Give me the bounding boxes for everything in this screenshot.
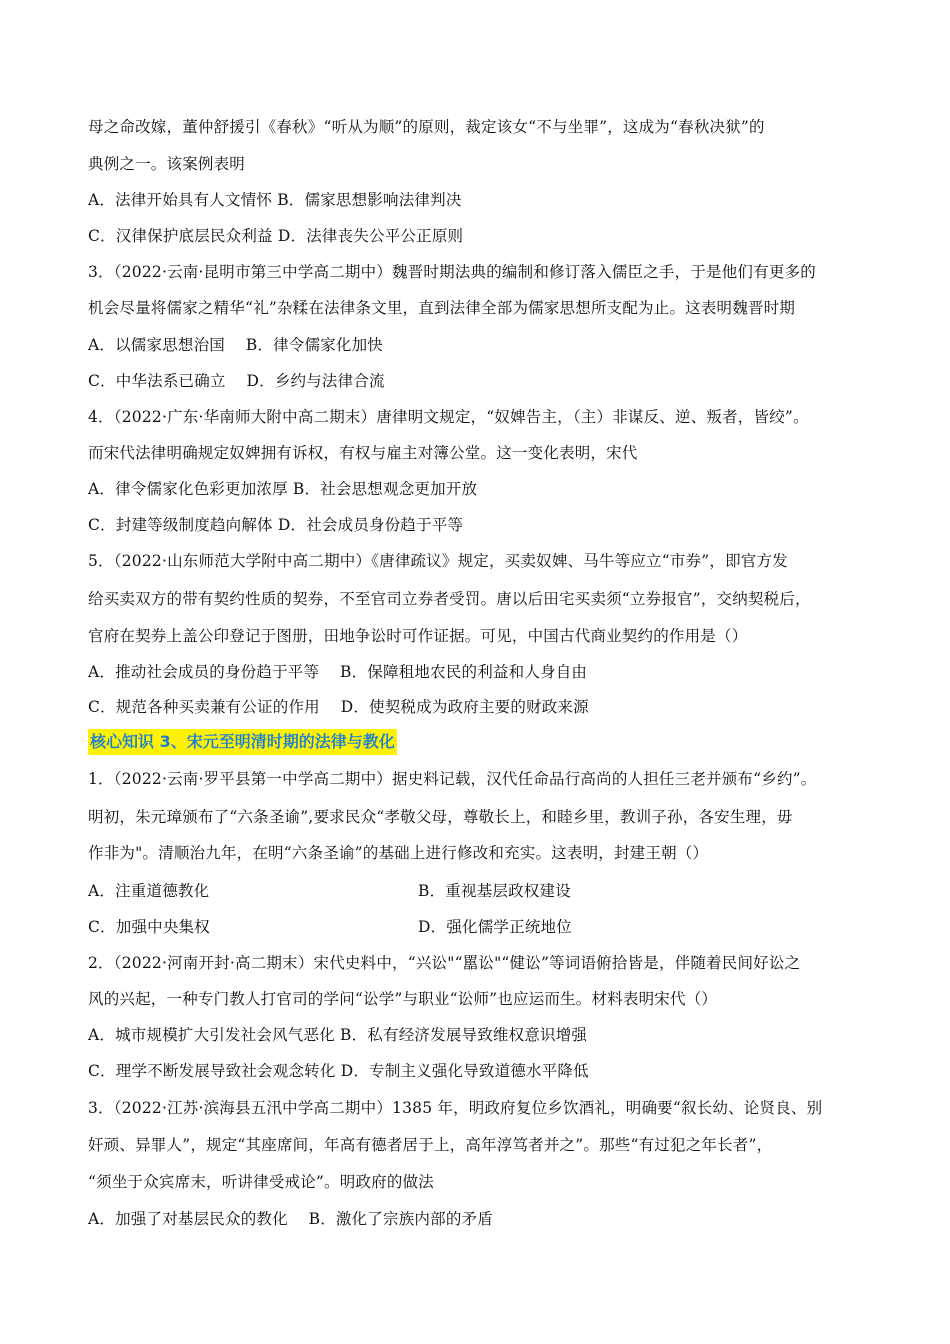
answer-options-cd: C．汉律保护底层民众利益 D．法律丧失公平公正原则 [88,227,464,245]
answer-options-cd: C．理学不断发展导致社会观念转化 D．专制主义强化导致道德水平降低 [88,1062,589,1080]
answer-options-ab: A．城市规模扩大引发社会风气恶化 B．私有经济发展导致维权意识增强 [88,1026,588,1044]
answer-options-ab: A．加强了对基层民众的教化 B．激化了宗族内部的矛盾 [88,1210,493,1228]
answer-options-cd: C．中华法系已确立 D．乡约与法律合流 [88,372,385,390]
question-text-line: 机会尽量将儒家之精华“礼”杂糅在法律条文里，直到法律全部为儒家思想所支配为止。这表明魏晋时期 [88,299,796,317]
answer-options-cd: C．规范各种买卖兼有公证的作用 D．使契税成为政府主要的财政来源 [88,698,589,716]
question-text-line: 奸顽、异罪人”，规定“其座席间，年高有德者居于上，高年淳笃者并之”。那些“有过犯之年长者”， [88,1136,773,1154]
question-text-line: 典例之一。该案例表明 [88,155,246,173]
answer-option-b: B．重视基层政权建设 [418,882,571,900]
answer-option-a: A．注重道德教化 [88,882,210,900]
question-text-line: 3．（2022·江苏·滨海县五汛中学高二期中）1385 年，明政府复位乡饮酒礼，明确要“叙长幼、论贤良、别 [88,1099,823,1117]
answer-options-ab: A．以儒家思想治国 B．律令儒家化加快 [88,336,384,354]
answer-options-ab: A．推动社会成员的身份趋于平等 B．保障租地农民的利益和人身自由 [88,663,588,681]
question-text-line: 风的兴起，一种专门教人打官司的学问“讼学”与职业“讼师”也应运而生。材料表明宋代（） [88,990,718,1008]
question-text-line: 1．（2022·云南·罗平县第一中学高二期中）据史料记载，汉代任命品行高尚的人担任三老并颁布“乡约”。 [88,770,817,788]
question-text-line: 3．（2022·云南·昆明市第三中学高二期中）魏晋时期法典的编制和修订落入儒臣之手，于是他们有更多的 [88,263,816,281]
question-text-line: 4．（2022·广东·华南师大附中高二期末）唐律明文规定，“奴婢告主，（主）非谋反、逆、叛者，皆绞”。 [88,408,809,426]
question-text-line: 明初，朱元璋颁布了“六条圣谕”,要求民众“孝敬父母，尊敬长上，和睦乡里，教训子孙，各安生理，毋 [88,808,793,826]
question-text-line: 而宋代法律明确规定奴婢拥有诉权，有权与雇主对簿公堂。这一变化表明，宋代 [88,444,638,462]
question-text-line: 母之命改嫁，董仲舒援引《春秋》“听从为顺”的原则，裁定该女“不与坐罪”，这成为“春秋决狱”的 [88,118,765,136]
section-heading: 核心知识 3、宋元至明清时期的法律与教化 [88,729,397,755]
question-text-line: 官府在契券上盖公印登记于图册，田地争讼时可作证据。可见，中国古代商业契约的作用是（） [88,627,748,645]
question-text-line: 作非为"。清顺治九年，在明“六条圣谕”的基础上进行修改和充实。这表明，封建王朝（） [88,844,709,862]
question-text-line: “须坐于众宾席末，听讲律受戒论”。明政府的做法 [88,1173,434,1191]
question-text-line: 5．（2022·山东师范大学附中高二期中）《唐律疏议》规定，买卖奴婢、马牛等应立“市券”，即官方发 [88,552,788,570]
question-text-line: 给买卖双方的带有契约性质的契券，不至官司立券者受罚。唐以后田宅买卖须“立券报官”，交纳契税后， [88,590,811,608]
answer-options-cd: C．封建等级制度趋向解体 D．社会成员身份趋于平等 [88,516,464,534]
answer-option-d: D．强化儒学正统地位 [418,918,572,936]
answer-options-ab: A．律令儒家化色彩更加浓厚 B．社会思想观念更加开放 [88,480,478,498]
question-text-line: 2．（2022·河南开封·高二期末）宋代史料中，“兴讼"“嚚讼"“健讼”等词语俯拾皆是，伴随着民间好讼之 [88,954,801,972]
answer-option-c: C．加强中央集权 [88,918,210,936]
answer-options-ab: A．法律开始具有人文情怀 B．儒家思想影响法律判决 [88,191,462,209]
